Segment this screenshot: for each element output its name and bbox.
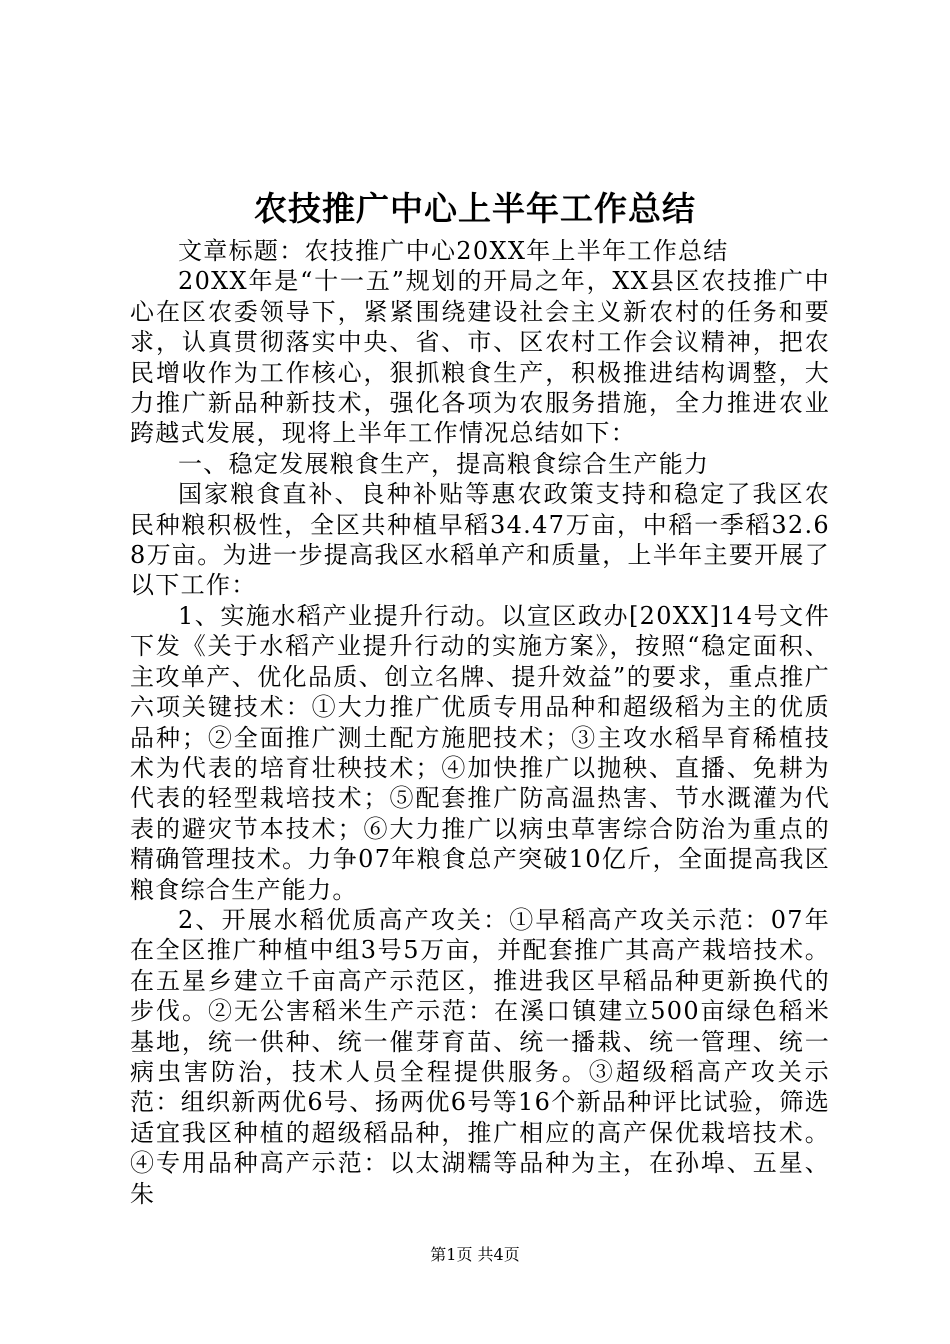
section-heading: 一、稳定发展粮食生产，提高粮食综合生产能力 — [178, 449, 710, 478]
article-title-line: 文章标题：农技推广中心20XX年上半年工作总结 — [178, 237, 729, 265]
body-paragraph: 1、实施水稻产业提升行动。以宣区政办[20XX]14号文件下发《关于水稻产业提升行动的实施方案》，按照“稳定面积、主攻单产、优化品质、创立名牌、提升效益”的要求，重点推广六项关键技术：①大力推广优质专用品种和超级稻为主的优质品种；②全面推广测土配方施肥技术；③主攻水稻旱育稀植技术为代表的培育壮秧技术；④加快推广以抛秧、直播、免耕为代表的轻型栽培技术；⑤配套推广防高温热害、节水溉灌为代表的避灾节本技术；⑥大力推广以病虫草害综合防治为重点的精确管理技术。力争07年粮食总产突破10亿斤，全面提高我区粮食综合生产能力。 — [130, 601, 830, 904]
body-paragraph: 国家粮食直补、良种补贴等惠农政策支持和稳定了我区农民种粮积极性，全区共种植早稻34.47万亩，中稻一季稻32.68万亩。为进一步提高我区水稻单产和质量，上半年主要开展了以下工作： — [130, 480, 830, 600]
document-title: 农技推广中心上半年工作总结 — [254, 189, 696, 228]
intro-paragraph: 20XX年是“十一五”规划的开局之年，XX县区农技推广中心在区农委领导下，紧紧围绕建设社会主义新农村的任务和要求，认真贯彻落实中央、省、市、区农村工作会议精神，把农民增收作为工作核心，狠抓粮食生产，积极推进结构调整，大力推广新品种新技术，强化各项为农服务措施，全力推进农业跨越式发展，现将上半年工作情况总结如下： — [130, 267, 830, 448]
document-body — [130, 236, 830, 1209]
body-paragraph: 2、开展水稻优质高产攻关：①早稻高产攻关示范：07年在全区推广种植中组3号5万亩，并配套推广其高产栽培技术。在五星乡建立千亩高产示范区，推进我区早稻品种更新换代的步伐。②无公害稻米生产示范：在溪口镇建立500亩绿色稻米基地，统一供种、统一催芽育苗、统一播栽、统一管理、统一病虫害防治，技术人员全程提供服务。③超级稻高产攻关示范：组织新两优6号、扬两优6号等16个新品种评比试验，筛选适宜我区种植的超级稻品种，推广相应的高产保优栽培技术。④专用品种高产示范：以太湖糯等品种为主，在孙埠、五星、朱 — [130, 905, 830, 1208]
page-number-footer: 第1页 共4页 — [430, 1245, 520, 1264]
